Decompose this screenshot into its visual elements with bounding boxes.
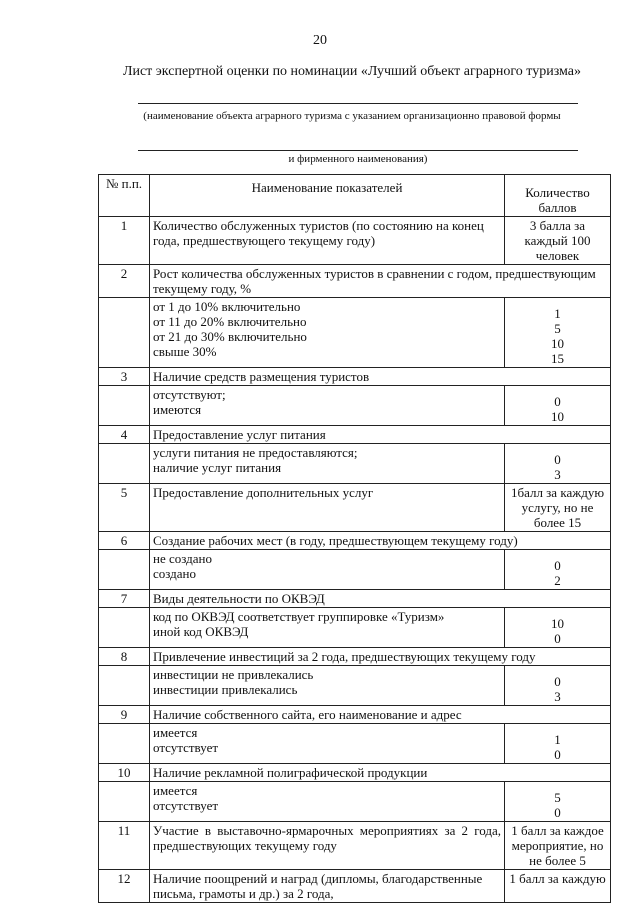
row-number <box>99 782 150 822</box>
option-point-value: 2 <box>554 573 561 588</box>
option-label: отсутствуют; <box>153 387 226 402</box>
option-label: имеется <box>153 783 198 798</box>
indicator-name: Привлечение инвестиций за 2 года, предшествующих текущему году <box>150 648 611 666</box>
option-points <box>505 782 611 822</box>
option-label: не создано <box>153 551 212 566</box>
option-point-value: 0 <box>554 631 561 646</box>
page-number: 20 <box>313 33 327 48</box>
row-number <box>99 444 150 484</box>
table-row <box>99 706 611 724</box>
row-options <box>150 666 505 706</box>
option-point-value: 3 <box>554 689 561 704</box>
object-name-caption-1: (наименование объекта аграрного туризма с указанием организационно правовой формы <box>143 110 561 122</box>
row-number: 2 <box>99 265 150 298</box>
row-options <box>150 444 505 484</box>
row-options <box>150 608 505 648</box>
option-label: наличие услуг питания <box>153 460 282 475</box>
row-options <box>150 724 505 764</box>
table-row <box>99 217 611 265</box>
row-number: 5 <box>99 484 150 532</box>
option-point-value: 3 <box>554 467 561 482</box>
header-name <box>150 175 505 217</box>
table-subrow <box>99 298 611 368</box>
option-label: имеются <box>153 402 202 417</box>
option-points <box>505 724 611 764</box>
option-label: инвестиции не привлекались <box>153 667 314 682</box>
object-name-caption-2: и фирменного наименования) <box>288 153 428 165</box>
indicator-name: Создание рабочих мест (в году, предшествующем текущему году) <box>150 532 611 550</box>
row-number <box>99 298 150 368</box>
table-row <box>99 822 611 870</box>
option-points <box>505 608 611 648</box>
indicator-points: 3 балла за каждый 100 человек <box>505 217 611 265</box>
option-point-value: 5 <box>554 790 561 805</box>
row-number: 12 <box>99 870 150 903</box>
table-subrow <box>99 550 611 590</box>
table-subrow <box>99 444 611 484</box>
row-number: 9 <box>99 706 150 724</box>
option-label: свыше 30% <box>153 344 217 359</box>
row-number <box>99 666 150 706</box>
table-row <box>99 265 611 298</box>
indicator-name: Количество обслуженных туристов (по состоянию на конец года, предшествующего текущему году) <box>150 217 505 265</box>
indicator-name: Виды деятельности по ОКВЭД <box>150 590 611 608</box>
row-number: 8 <box>99 648 150 666</box>
option-label: от 1 до 10% включительно <box>153 299 301 314</box>
option-label: услуги питания не предоставляются; <box>153 445 358 460</box>
indicator-name: Наличие поощрений и наград (дипломы, благодарственные письма, грамоты и др.) за 2 года, <box>150 870 505 903</box>
table-row <box>99 532 611 550</box>
indicator-name: Наличие средств размещения туристов <box>150 368 611 386</box>
option-point-value: 1 <box>554 732 561 747</box>
option-points <box>505 386 611 426</box>
object-name-line-2 <box>138 150 578 151</box>
document-title: Лист экспертной оценки по номинации «Лучший объект аграрного туризма» <box>122 64 582 79</box>
indicator-points: 1балл за каждую услугу, но не более 15 <box>505 484 611 532</box>
option-point-value: 1 <box>554 306 561 321</box>
option-label: от 21 до 30% включительно <box>153 329 307 344</box>
object-name-line-1 <box>138 103 578 104</box>
option-point-value: 0 <box>554 452 561 467</box>
indicator-name: Рост количества обслуженных туристов в сравнении с годом, предшествующим текущему году, % <box>150 265 611 298</box>
option-point-value: 5 <box>554 321 561 336</box>
table-row <box>99 870 611 903</box>
option-point-value: 10 <box>551 336 564 351</box>
header-num: № п.п. <box>99 175 150 217</box>
option-label: иной код ОКВЭД <box>153 624 249 639</box>
table-row <box>99 368 611 386</box>
option-point-value: 0 <box>554 558 561 573</box>
option-label: отсутствует <box>153 798 219 813</box>
option-point-value: 10 <box>551 616 564 631</box>
table-subrow <box>99 386 611 426</box>
row-number: 10 <box>99 764 150 782</box>
option-label: отсутствует <box>153 740 219 755</box>
option-point-value: 0 <box>554 394 561 409</box>
row-number: 6 <box>99 532 150 550</box>
table-subrow <box>99 724 611 764</box>
option-point-value: 0 <box>554 747 561 762</box>
option-label: код по ОКВЭД соответствует группировке «Туризм» <box>153 609 445 624</box>
row-number <box>99 724 150 764</box>
option-label: имеется <box>153 725 198 740</box>
table-subrow <box>99 608 611 648</box>
indicator-name: Участие в выставочно-ярмарочных мероприятиях за 2 года, предшествующих текущему году <box>150 822 505 870</box>
table-header-row <box>99 175 611 217</box>
option-point-value: 10 <box>551 409 564 424</box>
option-points <box>505 666 611 706</box>
indicator-name: Предоставление дополнительных услуг <box>150 484 505 532</box>
indicator-points: 1 балл за каждое мероприятие, но не более 5 <box>505 822 611 870</box>
option-point-value: 0 <box>554 674 561 689</box>
row-number: 11 <box>99 822 150 870</box>
option-points <box>505 298 611 368</box>
table-subrow <box>99 666 611 706</box>
table-subrow <box>99 782 611 822</box>
indicator-points: 1 балл за каждую <box>505 870 611 903</box>
option-label: создано <box>153 566 197 581</box>
option-point-value: 0 <box>554 805 561 820</box>
option-label: инвестиции привлекались <box>153 682 298 697</box>
row-number <box>99 550 150 590</box>
row-number <box>99 608 150 648</box>
table-row <box>99 764 611 782</box>
row-options <box>150 386 505 426</box>
row-number: 1 <box>99 217 150 265</box>
option-points <box>505 550 611 590</box>
indicator-name: Предоставление услуг питания <box>150 426 611 444</box>
table-row <box>99 648 611 666</box>
header-points: Количество баллов <box>505 175 611 217</box>
header-name-text: Наименование показателей <box>251 180 403 195</box>
row-number: 7 <box>99 590 150 608</box>
option-points <box>505 444 611 484</box>
row-options <box>150 782 505 822</box>
indicator-name: Наличие рекламной полиграфической продукции <box>150 764 611 782</box>
row-number: 4 <box>99 426 150 444</box>
row-number <box>99 386 150 426</box>
row-number: 3 <box>99 368 150 386</box>
indicator-name: Наличие собственного сайта, его наименование и адрес <box>150 706 611 724</box>
table-row <box>99 426 611 444</box>
option-label: от 11 до 20% включительно <box>153 314 307 329</box>
row-options <box>150 550 505 590</box>
option-point-value: 15 <box>551 351 564 366</box>
table-row <box>99 484 611 532</box>
table-body <box>99 217 611 903</box>
row-options <box>150 298 505 368</box>
evaluation-table <box>98 174 611 903</box>
table-row <box>99 590 611 608</box>
